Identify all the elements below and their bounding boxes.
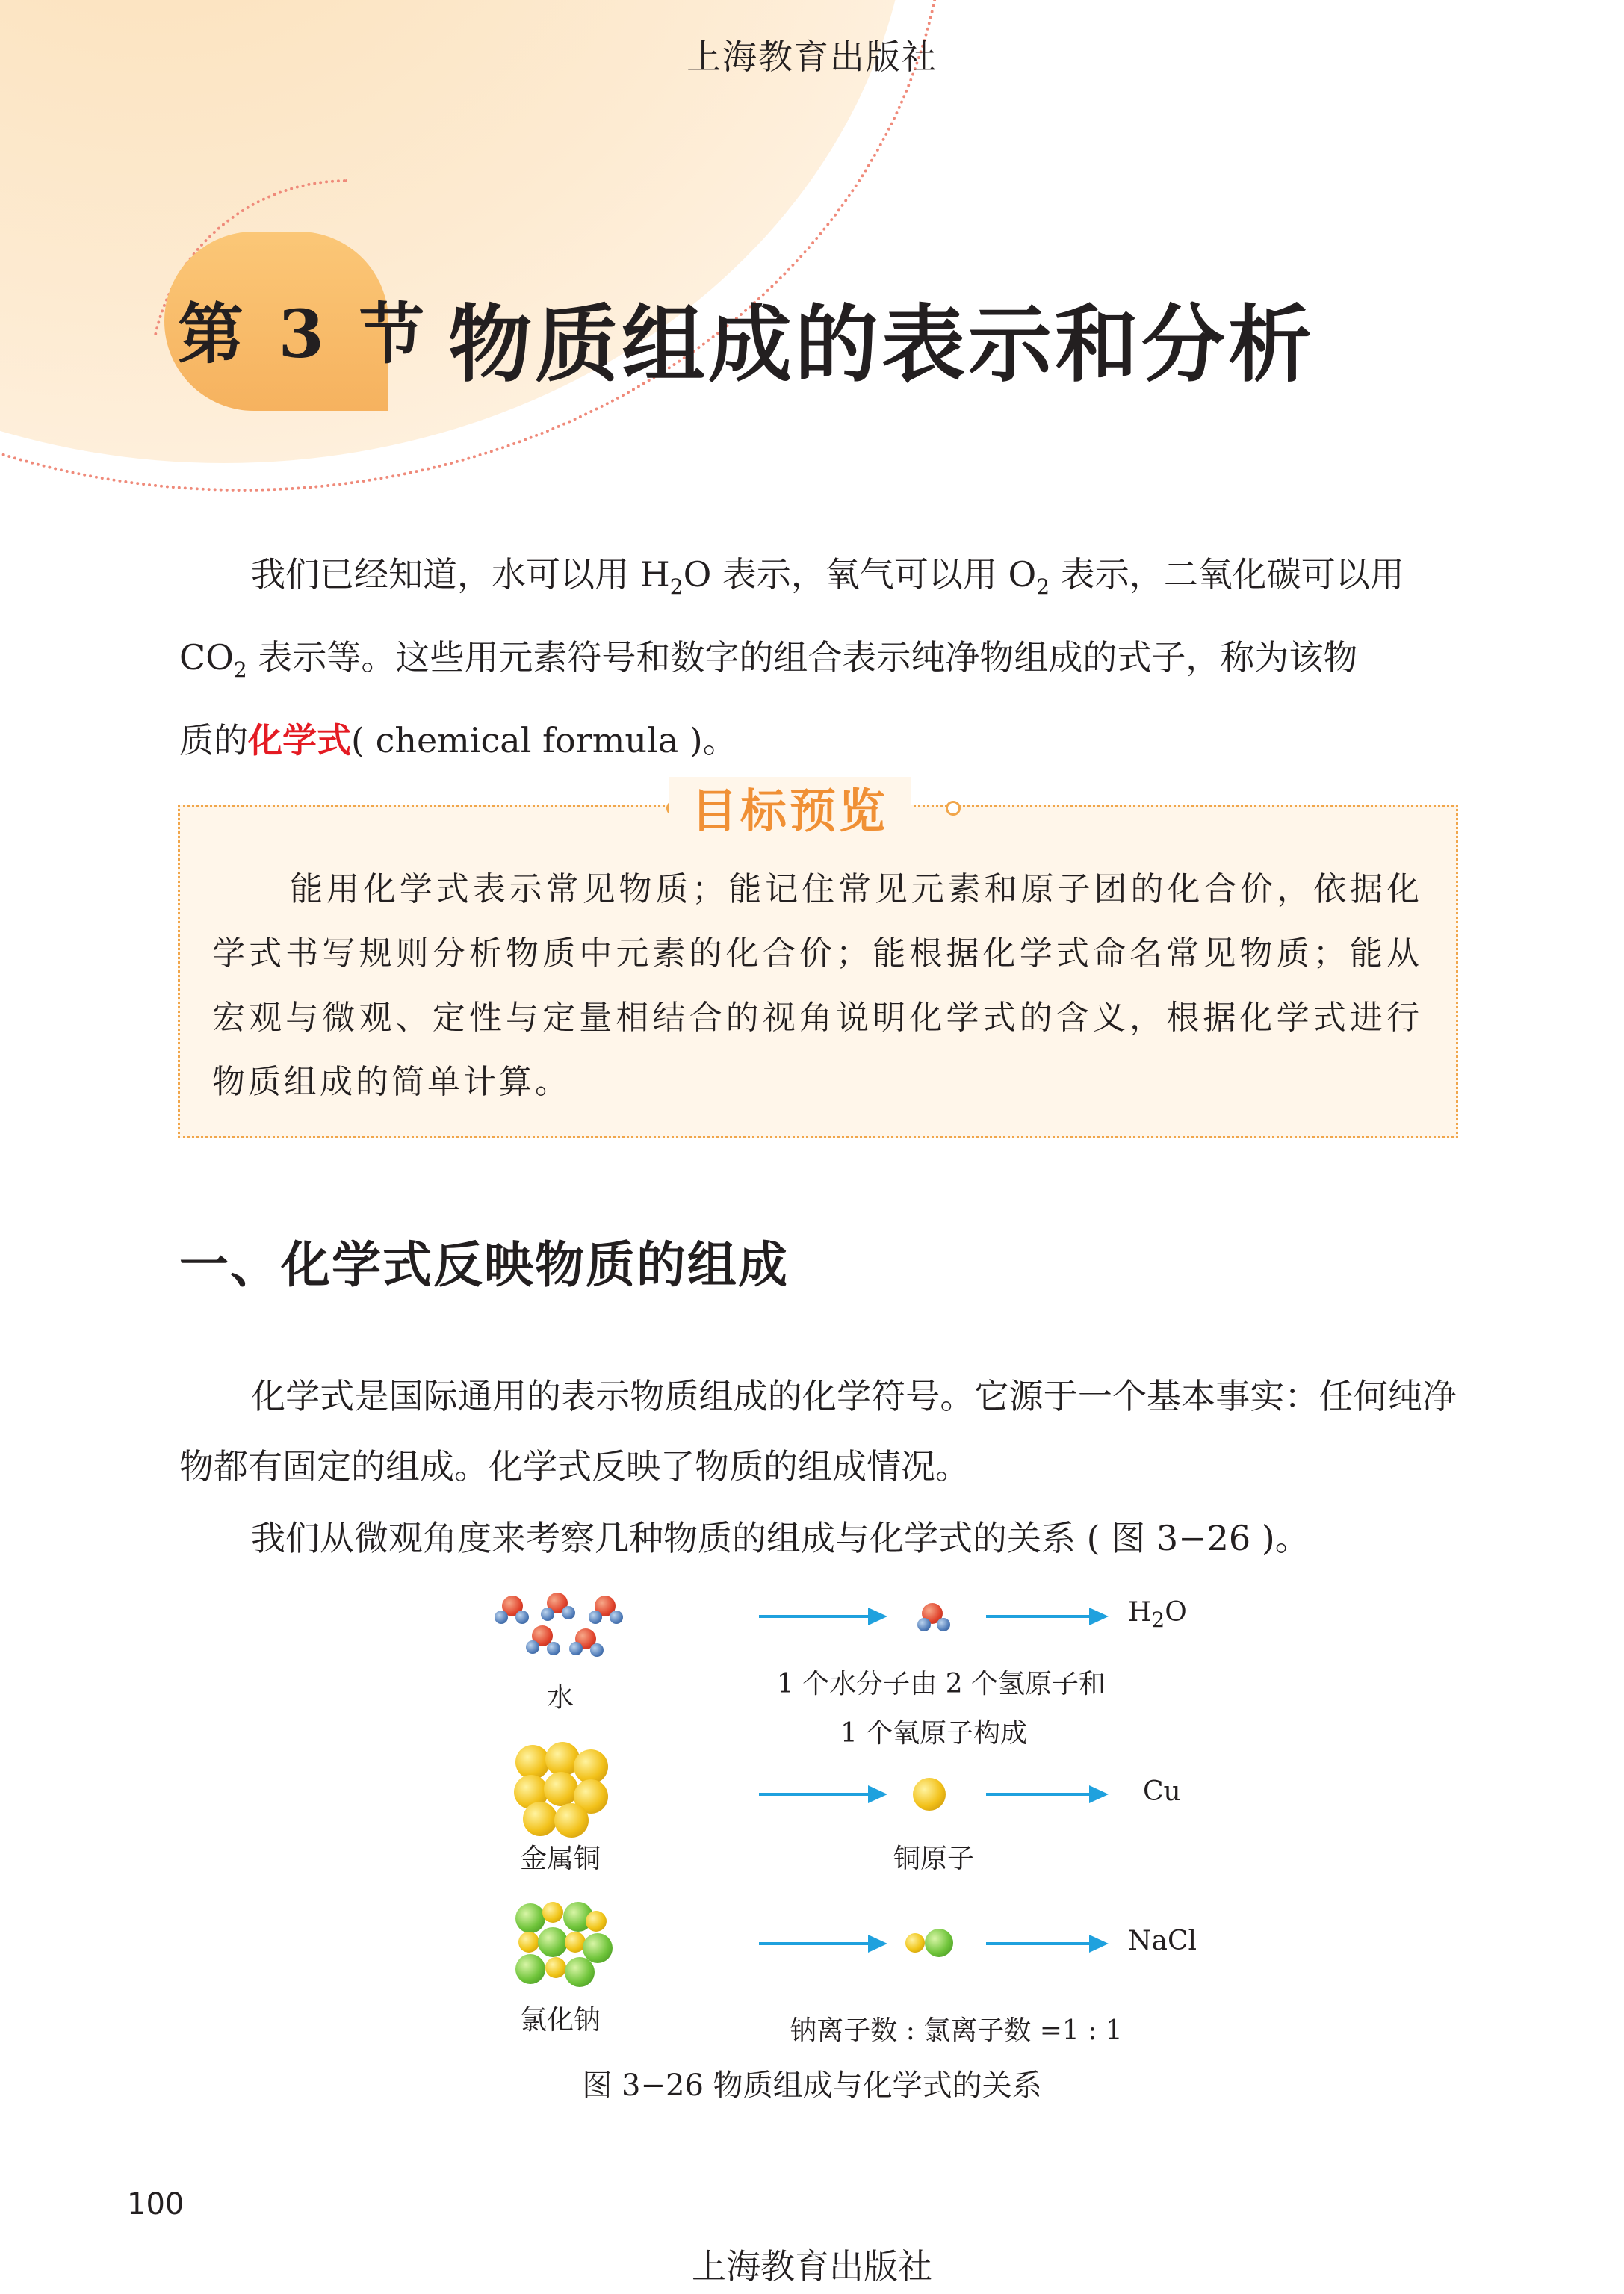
body-paragraph-1: 化学式是国际通用的表示物质组成的化学符号。它源于一个基本事实：任何纯净物都有固定的组成。化学式反映了物质的组成情况。 xyxy=(179,1376,1457,1487)
goal-title-wrap xyxy=(669,777,911,837)
formula-copper: Cu xyxy=(1143,1776,1181,1807)
desc-sodium-chloride: 钠离子数 : 氯离子数 =1 : 1 xyxy=(790,2015,1123,2046)
formula-water: $H_2O$ xyxy=(1128,1597,1187,1633)
arrow-water-1 xyxy=(759,1615,871,1618)
copper-atom-icon xyxy=(913,1778,946,1811)
goal-title: 目标预览 xyxy=(691,783,889,838)
term-chemical-formula: 化学式 xyxy=(248,720,351,761)
figure-caption: 图 3−26 物质组成与化学式的关系 xyxy=(582,2068,1042,2103)
subsection-heading: 一、化学式反映物质的组成 xyxy=(179,1236,789,1294)
page-header-publisher: 上海教育出版社 xyxy=(687,37,937,77)
page-number: 100 xyxy=(127,2187,185,2222)
goal-text: 能用化学式表示常见物质；能记住常见元素和原子团的化合价，依据化学式书写规则分析物质中元素的化合价；能根据化学式命名常见物质；能从宏观与微观、定性与定量相结合的视角说明化学式的含义，根据化学式进行物质组成的简单计算。 xyxy=(212,870,1422,1101)
section-title: 物质组成的表示和分析 xyxy=(448,296,1315,394)
desc-water-line1: 1 个水分子由 2 个氢原子和 xyxy=(776,1669,1106,1699)
arrow-nacl-1 xyxy=(759,1942,871,1945)
goal-title-right-dot xyxy=(946,801,961,816)
body-paragraph-2: 我们从微观角度来考察几种物质的组成与化学式的关系 ( 图 3−26 )。 xyxy=(251,1518,1310,1558)
formula-sodium-chloride: NaCl xyxy=(1128,1926,1197,1956)
arrow-copper-1 xyxy=(759,1793,871,1796)
label-copper: 金属铜 xyxy=(519,1844,601,1874)
desc-water-line2: 1 个氧原子构成 xyxy=(840,1718,1028,1749)
intro-paragraph: 我们已经知道，水可以用 $H_2O$ 表示，氧气可以用 $O_2$ 表示，二氧化碳可以用 $CO_2$ 表示等。这些用元素符号和数字的组合表示纯净物组成的式子，称为该物 质的化学式( chemical formula )。 xyxy=(179,554,1404,761)
label-water: 水 xyxy=(546,1682,574,1713)
section-number: 第 3 节 xyxy=(178,295,431,373)
page-footer-publisher: 上海教育出版社 xyxy=(692,2246,932,2287)
arrow-copper-2 xyxy=(986,1793,1092,1796)
arrow-water-2 xyxy=(986,1615,1092,1618)
desc-copper: 铜原子 xyxy=(893,1844,974,1874)
arrow-nacl-2 xyxy=(986,1942,1092,1945)
label-sodium-chloride: 氯化钠 xyxy=(519,2005,601,2036)
